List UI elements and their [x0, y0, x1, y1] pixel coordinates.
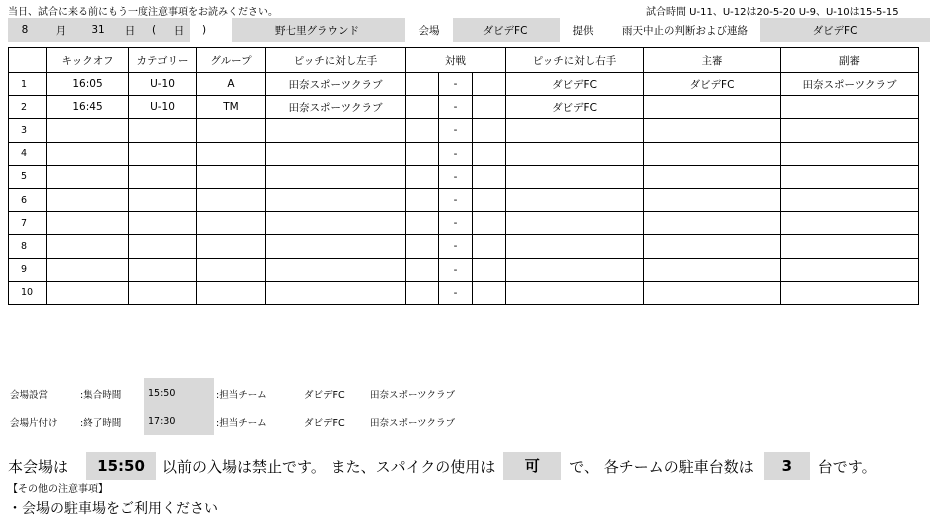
- provider-name: ダビデFC: [482, 24, 528, 37]
- notice-part3: で、 各チームの駐車台数は: [569, 457, 754, 476]
- cell-no: 10: [9, 281, 47, 304]
- month-label: 月: [55, 24, 67, 37]
- cell-left-team: [266, 188, 406, 211]
- cell-assistant: [781, 188, 919, 211]
- day-value: 31: [91, 24, 105, 36]
- notice-part1: 本会場は: [8, 457, 69, 476]
- cell-category: [129, 212, 197, 235]
- cell-kickoff: [47, 119, 129, 142]
- cell-right-team: [506, 235, 644, 258]
- header-left-team: ピッチに対し左手: [266, 48, 406, 73]
- cell-no: 3: [9, 119, 47, 142]
- day-label: 日: [124, 24, 136, 37]
- setup-time-label: :集合時間: [80, 390, 122, 401]
- cell-referee: [644, 235, 781, 258]
- cell-assistant: [781, 142, 919, 165]
- cell-no: 5: [9, 165, 47, 188]
- cell-assistant: 田奈スポーツクラブ: [781, 73, 919, 96]
- cell-right-team: ダビデFC: [506, 96, 644, 119]
- cell-score-left: [406, 73, 439, 96]
- cell-kickoff: [47, 235, 129, 258]
- cell-group: [197, 142, 266, 165]
- cell-right-team: [506, 142, 644, 165]
- parking-count: 3: [764, 452, 810, 480]
- cleanup-time: 17:30: [144, 408, 214, 435]
- cell-group: [197, 165, 266, 188]
- cell-right-team: ダビデFC: [506, 73, 644, 96]
- cell-assistant: [781, 258, 919, 281]
- cell-referee: [644, 142, 781, 165]
- cell-score-right: [473, 258, 506, 281]
- cleanup-team1: ダビデFC: [304, 418, 345, 429]
- cell-category: U-10: [129, 96, 197, 119]
- cell-no: 6: [9, 188, 47, 211]
- cell-referee: [644, 96, 781, 119]
- cell-left-team: 田奈スポーツクラブ: [266, 73, 406, 96]
- paren-open: (: [151, 24, 157, 36]
- cell-score-right: [473, 212, 506, 235]
- header-right-team: ピッチに対し右手: [506, 48, 644, 73]
- cleanup-team2: 田奈スポーツクラブ: [370, 418, 456, 429]
- cell-kickoff: [47, 281, 129, 304]
- cell-no: 9: [9, 258, 47, 281]
- cell-score-right: [473, 119, 506, 142]
- notice-line: [8, 452, 934, 480]
- cell-assistant: [781, 235, 919, 258]
- table-row: [9, 258, 919, 281]
- cell-kickoff: 16:05: [47, 73, 129, 96]
- cell-score-right: [473, 142, 506, 165]
- cell-group: [197, 119, 266, 142]
- cell-kickoff: [47, 188, 129, 211]
- setup-team1: ダビデFC: [304, 390, 345, 401]
- cell-kickoff: [47, 165, 129, 188]
- cell-left-team: 田奈スポーツクラブ: [266, 96, 406, 119]
- cell-referee: [644, 119, 781, 142]
- cell-no: 1: [9, 73, 47, 96]
- cell-assistant: [781, 165, 919, 188]
- cell-dash: -: [439, 73, 473, 96]
- cell-score-left: [406, 258, 439, 281]
- setup-label: 会場設営: [10, 390, 49, 401]
- cell-score-right: [473, 96, 506, 119]
- cell-assistant: [781, 212, 919, 235]
- cell-dash: -: [439, 165, 473, 188]
- cell-score-right: [473, 165, 506, 188]
- cell-dash: -: [439, 119, 473, 142]
- cell-score-right: [473, 281, 506, 304]
- setup-team-label: :担当チーム: [216, 390, 267, 401]
- match-time-note: 試合時間 U-11、U-12は20-5-20 U-9、U-10は15-5-15: [646, 7, 899, 18]
- header-assistant: 副審: [781, 48, 919, 73]
- weekday-value: 日: [173, 24, 185, 37]
- notice-part4: 台です。: [817, 457, 877, 476]
- cell-left-team: [266, 258, 406, 281]
- cell-group: A: [197, 73, 266, 96]
- table-row: [9, 165, 919, 188]
- cell-left-team: [266, 119, 406, 142]
- cell-left-team: [266, 142, 406, 165]
- month-value: 8: [21, 24, 29, 36]
- cell-referee: [644, 188, 781, 211]
- cell-dash: -: [439, 212, 473, 235]
- rain-contact: ダビデFC: [812, 24, 858, 37]
- cell-group: [197, 235, 266, 258]
- header-group: グループ: [197, 48, 266, 73]
- cell-score-right: [473, 235, 506, 258]
- cell-kickoff: [47, 212, 129, 235]
- cell-dash: -: [439, 142, 473, 165]
- cell-referee: [644, 258, 781, 281]
- cell-right-team: [506, 188, 644, 211]
- top-note: 当日、試合に来る前にもう一度注意事項をお読みください。: [8, 7, 278, 18]
- setup-time: 15:50: [144, 378, 214, 408]
- rain-label: 雨天中止の判断および連絡: [622, 24, 748, 37]
- table-row: [9, 235, 919, 258]
- other-notes-item: ・会場の駐車場をご利用ください: [8, 501, 218, 517]
- cell-dash: -: [439, 258, 473, 281]
- cell-category: [129, 188, 197, 211]
- cell-score-left: [406, 212, 439, 235]
- cell-group: TM: [197, 96, 266, 119]
- notice-part2: 以前の入場は禁止です。 また、スパイクの使用は: [162, 457, 496, 476]
- cell-right-team: [506, 281, 644, 304]
- cell-group: [197, 212, 266, 235]
- cell-right-team: [506, 165, 644, 188]
- cell-category: [129, 235, 197, 258]
- cell-left-team: [266, 235, 406, 258]
- header-no: [9, 48, 47, 73]
- spike-permission: 可: [503, 452, 561, 480]
- schedule-table: [8, 47, 919, 305]
- cell-score-left: [406, 142, 439, 165]
- table-row: [9, 142, 919, 165]
- cell-left-team: [266, 165, 406, 188]
- entry-time: 15:50: [86, 452, 156, 480]
- cell-category: [129, 119, 197, 142]
- table-row: [9, 281, 919, 304]
- cell-referee: ダビデFC: [644, 73, 781, 96]
- cell-group: [197, 188, 266, 211]
- cell-assistant: [781, 119, 919, 142]
- cell-left-team: [266, 212, 406, 235]
- cell-score-left: [406, 235, 439, 258]
- cell-score-right: [473, 73, 506, 96]
- cell-referee: [644, 212, 781, 235]
- cell-kickoff: 16:45: [47, 96, 129, 119]
- cell-no: 7: [9, 212, 47, 235]
- cell-referee: [644, 281, 781, 304]
- setup-team2: 田奈スポーツクラブ: [370, 390, 456, 401]
- cell-no: 8: [9, 235, 47, 258]
- cell-category: [129, 165, 197, 188]
- other-notes-title: 【その他の注意事項】: [8, 484, 108, 495]
- cell-group: [197, 258, 266, 281]
- cell-dash: -: [439, 281, 473, 304]
- header-match: 対戦: [406, 48, 506, 73]
- cell-score-left: [406, 165, 439, 188]
- cell-assistant: [781, 96, 919, 119]
- header-category: カテゴリー: [129, 48, 197, 73]
- venue-name: 野七里グラウンド: [275, 24, 359, 37]
- cell-no: 4: [9, 142, 47, 165]
- cell-right-team: [506, 212, 644, 235]
- table-row: [9, 188, 919, 211]
- table-header-row: [9, 48, 919, 73]
- table-row: [9, 96, 919, 119]
- cell-dash: -: [439, 96, 473, 119]
- table-row: [9, 73, 919, 96]
- cell-dash: -: [439, 235, 473, 258]
- cell-score-left: [406, 119, 439, 142]
- cell-category: [129, 281, 197, 304]
- cell-kickoff: [47, 258, 129, 281]
- cell-category: U-10: [129, 73, 197, 96]
- provider-label: 提供: [572, 24, 594, 37]
- cell-no: 2: [9, 96, 47, 119]
- cell-kickoff: [47, 142, 129, 165]
- cell-right-team: [506, 119, 644, 142]
- cell-right-team: [506, 258, 644, 281]
- cell-category: [129, 142, 197, 165]
- cell-left-team: [266, 281, 406, 304]
- header-kickoff: キックオフ: [47, 48, 129, 73]
- cell-score-left: [406, 188, 439, 211]
- venue-label: 会場: [418, 24, 440, 37]
- cell-referee: [644, 165, 781, 188]
- cell-category: [129, 258, 197, 281]
- cell-score-right: [473, 188, 506, 211]
- cell-score-left: [406, 281, 439, 304]
- cell-group: [197, 281, 266, 304]
- cleanup-label: 会場片付け: [10, 418, 58, 429]
- paren-close: ): [201, 24, 207, 36]
- cell-assistant: [781, 281, 919, 304]
- cell-dash: -: [439, 188, 473, 211]
- cleanup-team-label: :担当チーム: [216, 418, 267, 429]
- cell-score-left: [406, 96, 439, 119]
- table-row: [9, 212, 919, 235]
- cleanup-time-label: :終了時間: [80, 418, 122, 429]
- table-row: [9, 119, 919, 142]
- header-referee: 主審: [644, 48, 781, 73]
